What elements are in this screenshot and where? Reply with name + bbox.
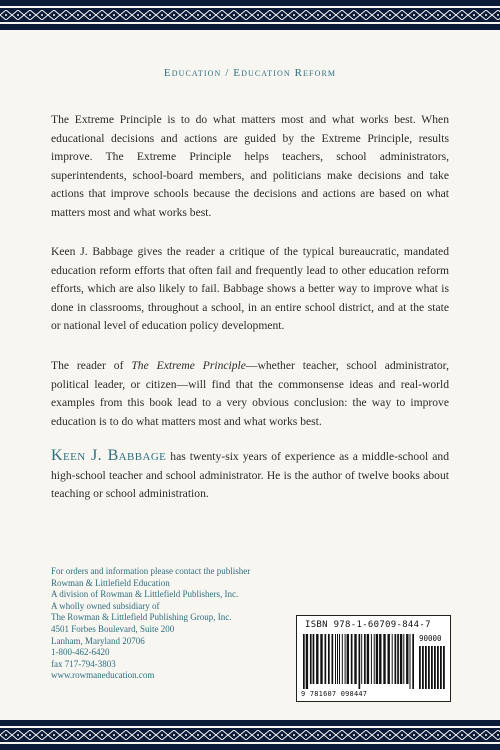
barcode-bar bbox=[306, 634, 308, 689]
book-title-italic: The Extreme Principle bbox=[131, 359, 246, 372]
author-bio-text: has twenty-six years of experience as a middle-school and high-school teacher and school administrator. He is the author of twelve books about teaching or school administration. bbox=[51, 450, 449, 500]
barcode-bars bbox=[303, 634, 415, 689]
publisher-website: www.rowmaneducation.com bbox=[51, 670, 155, 681]
bottom-band-pattern bbox=[0, 730, 500, 740]
book-category: Education / Education Reform bbox=[163, 67, 337, 79]
barcode-bar bbox=[395, 634, 397, 684]
barcode-bar bbox=[328, 634, 330, 684]
addon-bar bbox=[428, 646, 430, 689]
top-band-line-lower bbox=[0, 22, 500, 24]
publisher-line: Lanham, Maryland 20706 bbox=[51, 635, 145, 646]
author-name: Keen J. Babbage bbox=[51, 447, 167, 464]
publisher-line: A wholly owned subsidiary of bbox=[51, 600, 160, 611]
barcode-bar bbox=[388, 634, 390, 684]
top-decorative-band bbox=[0, 0, 500, 30]
barcode-bar bbox=[310, 634, 312, 684]
barcode-bar bbox=[379, 634, 381, 684]
addon-barcode-bars bbox=[419, 646, 447, 689]
author-bio bbox=[51, 447, 449, 504]
publisher-line: For orders and information please contact the publisher bbox=[51, 566, 251, 576]
barcode-bar bbox=[367, 634, 369, 684]
publisher-line: 4501 Forbes Boulevard, Suite 200 bbox=[51, 623, 175, 634]
barcode-bar bbox=[345, 634, 346, 684]
barcode-bar bbox=[376, 634, 378, 684]
addon-bar bbox=[419, 646, 421, 689]
barcode-bar bbox=[371, 634, 372, 684]
barcode-bar bbox=[325, 634, 327, 684]
top-band-pattern bbox=[0, 10, 500, 20]
price-code: 90000 bbox=[419, 634, 442, 643]
barcode-bar bbox=[347, 634, 349, 684]
barcode-bar bbox=[320, 634, 322, 684]
barcode-bar bbox=[392, 634, 393, 684]
publisher-phone: 1-800-462-6420 bbox=[51, 647, 110, 658]
barcode-bar bbox=[410, 634, 411, 689]
barcode-bar bbox=[400, 634, 402, 684]
addon-bar bbox=[437, 646, 439, 689]
publisher-line: Rowman & Littlefield Education bbox=[51, 577, 170, 588]
p3-prefix: The reader of bbox=[51, 359, 132, 372]
barcode-bar bbox=[332, 634, 334, 684]
barcode-bar bbox=[364, 634, 366, 684]
addon-bar bbox=[434, 646, 436, 689]
isbn-barcode bbox=[296, 615, 451, 702]
publisher-line: A division of Rowman & Littlefield Publishers, Inc. bbox=[51, 589, 239, 600]
addon-bar bbox=[431, 646, 433, 689]
barcode-bar bbox=[359, 634, 361, 689]
barcode-bar bbox=[406, 634, 408, 684]
description-paragraph-1: The Extreme Principle is to do what matters most and what works best. When educational decisions and actions are guided by the Extreme Principle, results improve. The Extreme Principle helps teachers, school administrators, superintendents, school-board members, and politicians make decisions and take actions that improve schools because the decisions and actions are based on what matters most and what works best. bbox=[51, 113, 449, 219]
publisher-line: The Rowman & Littlefield Publishing Group, Inc. bbox=[51, 612, 232, 623]
addon-bar bbox=[422, 646, 424, 689]
description-paragraph-3 bbox=[51, 357, 449, 431]
barcode-bar bbox=[351, 634, 353, 684]
addon-bar bbox=[440, 646, 442, 689]
p3-rest: —whether teacher, school administrator, political leader, or citizen—will find that the commonsense ideas and real-world examples from this book lead to a very obvious conclusion: the way to improve education is to do what matters most and what works best. bbox=[51, 359, 449, 428]
addon-bar bbox=[425, 646, 427, 689]
barcode-bar bbox=[316, 634, 318, 684]
isbn-label: ISBN 978-1-60709-844-7 bbox=[305, 620, 431, 630]
barcode-bar bbox=[303, 634, 305, 689]
barcode-bar bbox=[374, 634, 375, 684]
publisher-info bbox=[51, 566, 291, 682]
barcode-bar bbox=[313, 634, 315, 684]
barcode-bar bbox=[397, 634, 399, 684]
bottom-decorative-band bbox=[0, 720, 500, 750]
barcode-bar bbox=[339, 634, 340, 684]
description-paragraph-2: Keen J. Babbage gives the reader a critique of the typical bureaucratic, mandated education reform efforts that often fail and frequently lead to other education reform efforts, which are also likely to fail. Babbage shows a better way to improve what is done in classrooms, throughout a school, in an entire school district, and at the state or national level of education policy development. bbox=[51, 245, 449, 332]
barcode-bar bbox=[403, 634, 404, 684]
barcode-bar bbox=[337, 634, 338, 684]
barcode-bar bbox=[383, 634, 385, 684]
barcode-bar bbox=[354, 634, 356, 684]
barcode-bar bbox=[361, 634, 362, 684]
barcode-digits: 9 781607 098447 bbox=[301, 690, 368, 698]
bottom-band-line-upper bbox=[0, 726, 500, 728]
top-band-line-upper bbox=[0, 6, 500, 8]
barcode-bar bbox=[342, 634, 343, 684]
addon-bar bbox=[443, 646, 445, 689]
publisher-fax: fax 717-794-3803 bbox=[51, 658, 116, 669]
barcode-bar bbox=[335, 634, 336, 684]
bottom-band-line-lower bbox=[0, 742, 500, 744]
barcode-bar bbox=[412, 634, 414, 689]
